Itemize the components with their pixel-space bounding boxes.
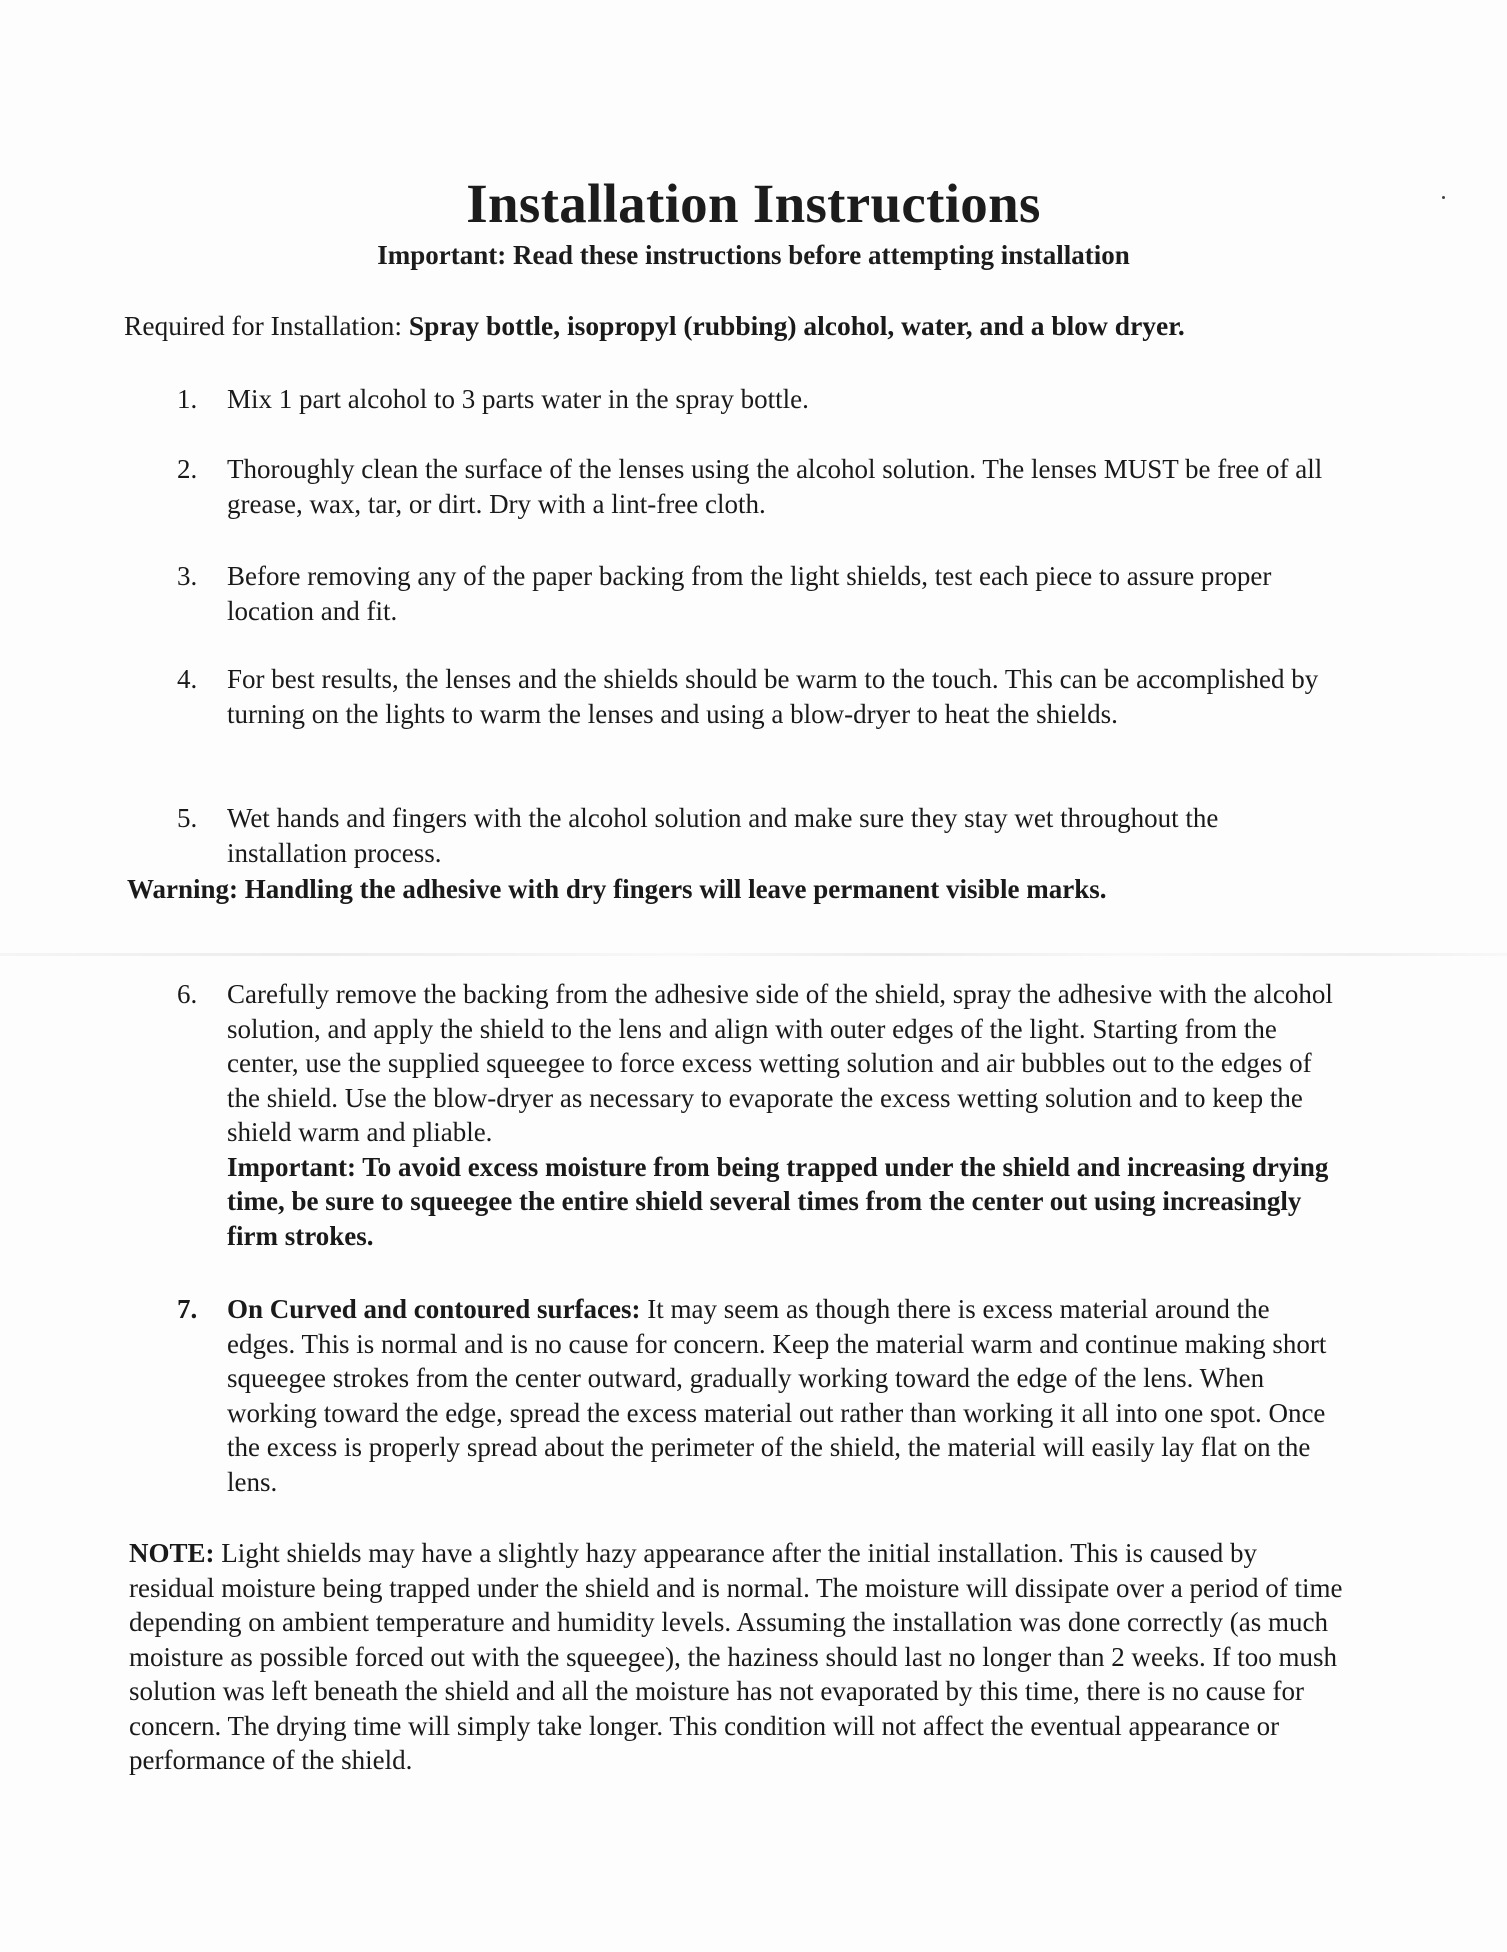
step-number: 1. — [177, 384, 198, 414]
step-body: It may seem as though there is excess material around the edges. This is normal and is no cause for concern. Keep the material warm and continue making short squeegee strokes from the center outward, gradually working toward the edge of the lens. When working toward the edge, spread the excess material out rather than working it all into one spot. Once the excess is properly spread about the perimeter of the shield, the material will easily lay flat on the lens. — [227, 1294, 1327, 1497]
step-4 — [177, 662, 1337, 731]
note-paragraph — [129, 1536, 1349, 1778]
step-text: Mix 1 part alcohol to 3 parts water in the spray bottle. — [227, 384, 809, 414]
note-label: NOTE: — [129, 1538, 215, 1568]
step-number: 5. — [177, 803, 198, 833]
note-text: Light shields may have a slightly hazy appearance after the initial installation. This is caused by residual moisture being trapped under the shield and is normal. The moisture will dissipate over a period of time depending on ambient temperature and humidity levels. Assuming the installation was done correctly (as much moisture as possible forced out with the squeegee), the haziness should last no longer than 2 weeks. If too mush solution was left beneath the shield and all the moisture has not evaporated by this time, there is no cause for concern. The drying time will simply take longer. This condition will not affect the eventual appearance or performance of the shield. — [129, 1538, 1343, 1775]
required-materials — [124, 309, 1185, 343]
step-heading: On Curved and contoured surfaces: — [227, 1294, 641, 1324]
step-number: 3. — [177, 561, 198, 591]
required-label: Required for Installation: — [124, 310, 409, 341]
paper-fold-line — [0, 953, 1507, 956]
step-3 — [177, 559, 1337, 628]
step-number: 2. — [177, 454, 198, 484]
step-number: 7. — [177, 1294, 198, 1324]
step-text — [227, 1292, 1337, 1499]
warning-text: Warning: Handling the adhesive with dry fingers will leave permanent visible marks. — [127, 874, 1107, 904]
step-5 — [177, 801, 1337, 870]
step-7 — [177, 1292, 1337, 1499]
page-subtitle: Important: Read these instructions before attempting installation — [377, 240, 1130, 270]
step-1 — [177, 382, 1337, 417]
step-text: For best results, the lenses and the shields should be warm to the touch. This can be accomplished by turning on the lights to warm the lenses and using a blow-dryer to heat the shields. — [227, 664, 1319, 729]
step-body: Carefully remove the backing from the adhesive side of the shield, spray the adhesive with the alcohol solution, and apply the shield to the lens and align with outer edges of the light. Starting from the center, use the supplied squeegee to force excess wetting solution and air bubbles out to the edges of the shield. Use the blow-dryer as necessary to evaporate the excess wetting solution and to keep the shield warm and pliable. — [227, 979, 1333, 1147]
step-number: 6. — [177, 979, 198, 1009]
step-text: Before removing any of the paper backing from the light shields, test each piece to assure proper location and fit. — [227, 561, 1272, 626]
step-number: 4. — [177, 664, 198, 694]
page-title: Installation Instructions — [466, 173, 1041, 234]
step-2 — [177, 452, 1337, 521]
required-items: Spray bottle, isopropyl (rubbing) alcohol, water, and a blow dryer. — [408, 310, 1185, 341]
step-6 — [177, 977, 1337, 1253]
step-text: Wet hands and fingers with the alcohol solution and make sure they stay wet throughout the installation process. — [227, 803, 1219, 868]
step-text — [227, 977, 1337, 1253]
step-important-note: Important: To avoid excess moisture from being trapped under the shield and increasing drying time, be sure to squeegee the entire shield several times from the center out using increasingly firm strokes. — [227, 1151, 1329, 1251]
step-text: Thoroughly clean the surface of the lenses using the alcohol solution. The lenses MUST be free of all grease, wax, tar, or dirt. Dry with a lint-free cloth. — [227, 454, 1323, 519]
